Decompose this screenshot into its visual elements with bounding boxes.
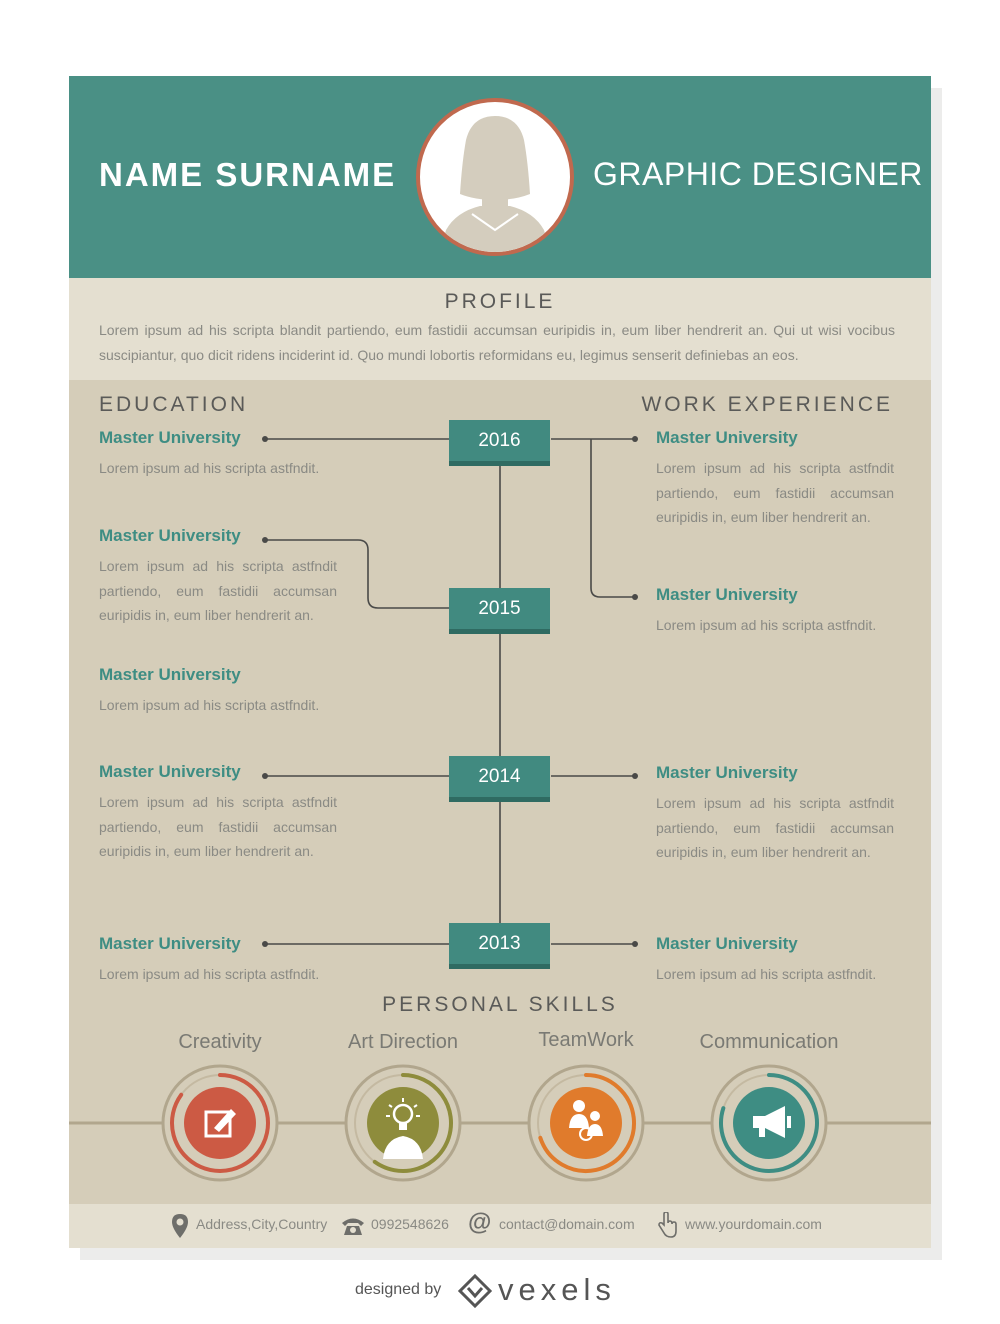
location-pin-icon — [170, 1213, 190, 1239]
skill-badge-creativity — [163, 1066, 277, 1180]
brand-name: vexels — [498, 1272, 616, 1307]
education-item-title: Master University — [99, 428, 241, 447]
education-heading: EDUCATION — [99, 393, 249, 416]
person-name: NAME SURNAME — [99, 156, 397, 193]
year-box-2015: 2015 — [449, 588, 550, 634]
education-item-text: Lorem ipsum ad his scripta astfndit. — [99, 697, 320, 713]
education-item-text: Lorem ipsum ad his scripta astfndit. — [99, 460, 320, 476]
education-item-text: Lorem ipsum ad his scripta astfndit. — [99, 966, 320, 982]
email-text[interactable]: contact@domain.com — [499, 1216, 635, 1232]
education-item-title: Master University — [99, 934, 241, 953]
work-item-text: Lorem ipsum ad his scripta astfndit. — [656, 966, 877, 982]
address-text: Address,City,Country — [196, 1216, 328, 1232]
skill-badge-teamwork — [529, 1066, 643, 1180]
vexels-logo-icon — [458, 1274, 492, 1308]
education-item-text: Lorem ipsum ad his scripta astfndit partiendo, eum fastidii accumsan euripidis in, eum liber hendrerit an. — [99, 558, 337, 623]
year-box-2014: 2014 — [449, 756, 550, 802]
work-item-text: Lorem ipsum ad his scripta astfndit partiendo, eum fastidii accumsan euripidis in, eum liber hendrerit an. — [656, 795, 894, 860]
contact-footer — [69, 1204, 931, 1248]
phone-icon — [340, 1215, 366, 1237]
job-title: GRAPHIC DESIGNER — [593, 156, 923, 192]
website-text[interactable]: www.yourdomain.com — [685, 1216, 822, 1232]
skill-badge-communication — [712, 1066, 826, 1180]
work-item-title: Master University — [656, 585, 798, 604]
work-item-text: Lorem ipsum ad his scripta astfndit partiendo, eum fastidii accumsan euripidis in, eum liber hendrerit an. — [656, 460, 894, 525]
work-experience-heading: WORK EXPERIENCE — [641, 393, 893, 416]
profile-text: Lorem ipsum ad his scripta blandit partiendo, eum fastidii accumsan euripidis in, eum liber hendrerit an. Qui ut wisi vocibus suscipiantur, quo dicit ridens inciderint id. Quo mundi lobortis reformidans eu, legimus senserit definiebas an eos. — [99, 322, 895, 363]
education-item-title: Master University — [99, 526, 241, 545]
education-item-text: Lorem ipsum ad his scripta astfndit partiendo, eum fastidii accumsan euripidis in, eum liber hendrerit an. — [99, 794, 337, 859]
phone-text: 0992548626 — [371, 1216, 449, 1232]
education-item-title: Master University — [99, 665, 241, 684]
education-item-title: Master University — [99, 762, 241, 781]
skills-graphic — [69, 76, 931, 1206]
skill-label-communication: Communication — [699, 1031, 839, 1053]
resume-page — [69, 76, 931, 1248]
personal-skills-heading: PERSONAL SKILLS — [382, 993, 618, 1016]
year-box-2016: 2016 — [449, 420, 550, 466]
pointer-hand-icon — [656, 1212, 678, 1238]
year-box-2013: 2013 — [449, 923, 550, 969]
at-sign-icon: @ — [468, 1209, 492, 1236]
profile-heading: PROFILE — [444, 290, 556, 313]
skill-badge-art-direction — [346, 1066, 460, 1180]
work-item-title: Master University — [656, 934, 798, 953]
work-item-text: Lorem ipsum ad his scripta astfndit. — [656, 617, 877, 633]
skill-label-art-direction: Art Direction — [347, 1031, 459, 1053]
skill-label-creativity: Creativity — [178, 1031, 262, 1053]
work-item-title: Master University — [656, 428, 798, 447]
designed-by-text: designed by — [355, 1281, 442, 1298]
skill-label-teamwork: TeamWork — [538, 1029, 634, 1051]
work-item-title: Master University — [656, 763, 798, 782]
